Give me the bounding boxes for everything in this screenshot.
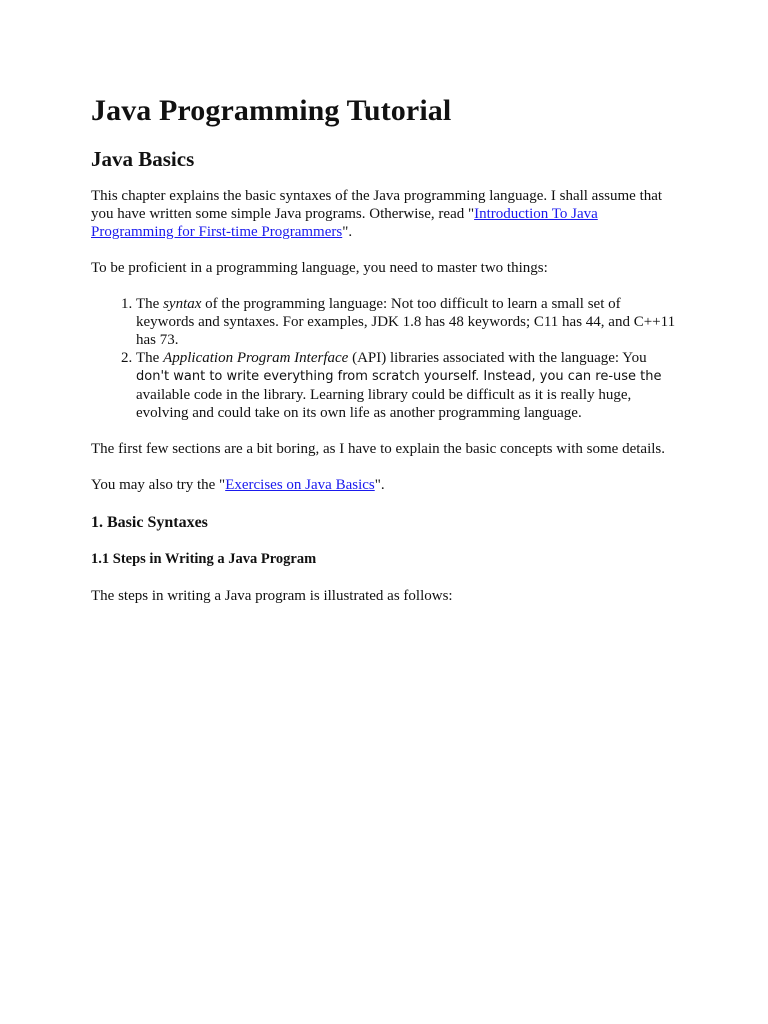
list-item xyxy=(136,349,681,422)
subsection-heading-steps: 1.1 Steps in Writing a Java Program xyxy=(91,551,317,567)
intro-paragraph xyxy=(91,187,681,241)
list-item-text-end: available code in the library. Learning library could be difficult as it is really huge, evolving and could take on its own life as another programming language. xyxy=(136,387,632,421)
things-list xyxy=(91,295,681,422)
list-item-emphasis: syntax xyxy=(163,296,202,312)
list-item xyxy=(136,295,681,349)
page-title: Java Programming Tutorial xyxy=(91,94,452,127)
list-item-text-sans: don't want to write everything from scratch yourself. Instead, you can re-use the xyxy=(136,369,662,384)
exercises-paragraph xyxy=(91,476,681,494)
document-page xyxy=(91,92,681,605)
list-item-prefix: The xyxy=(136,350,164,366)
list-item-emphasis: Application Program Interface xyxy=(163,350,349,366)
list-item-text: (API) libraries associated with the language: You xyxy=(348,350,647,366)
proficiency-paragraph: To be proficient in a programming language, you need to master two things: xyxy=(91,260,548,276)
intro-text-end: ". xyxy=(342,224,353,240)
boring-paragraph: The first few sections are a bit boring, as I have to explain the basic concepts with some details. xyxy=(91,441,665,457)
section-heading-basic-syntaxes: 1. Basic Syntaxes xyxy=(91,514,208,531)
list-item-prefix: The xyxy=(136,296,164,312)
intro-link[interactable]: Introduction To Java Programming for First-time Programmers xyxy=(91,206,598,240)
exercises-link[interactable]: Exercises on Java Basics xyxy=(225,477,375,493)
intro-text: This chapter explains the basic syntaxes of the Java programming language. I shall assume that you have written some simple Java programs. Otherwise, read " xyxy=(91,188,663,222)
steps-paragraph: The steps in writing a Java program is illustrated as follows: xyxy=(91,588,453,604)
exercises-text: You may also try the " xyxy=(91,477,226,493)
list-item-text: of the programming language: Not too difficult to learn a small set of keywords and syntaxes. For examples, JDK 1.8 has 48 keywords; C11 has 44, and C++11 has 73. xyxy=(136,296,676,348)
page-subtitle: Java Basics xyxy=(91,147,195,171)
exercises-text-end: ". xyxy=(374,477,385,493)
